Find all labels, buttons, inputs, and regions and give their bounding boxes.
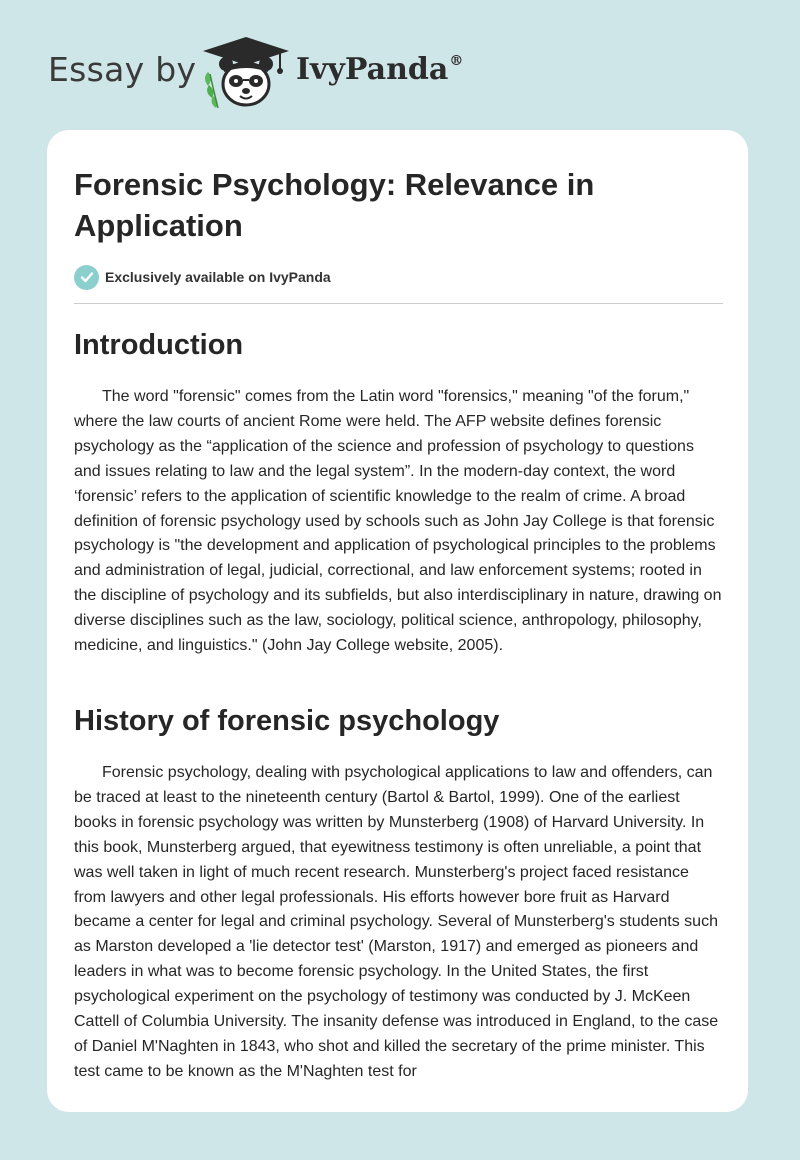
brand-name[interactable] (296, 52, 463, 87)
checkmark-icon (74, 265, 99, 290)
exclusive-badge (74, 264, 331, 290)
registered-mark: ® (449, 53, 464, 69)
site-header (0, 0, 800, 130)
ivypanda-logo-icon[interactable] (200, 34, 292, 110)
essay-card (47, 130, 748, 1112)
page-title: Forensic Psychology: Relevance in Application (74, 167, 595, 243)
divider (74, 303, 723, 304)
essay-by-label: Essay by (48, 50, 197, 89)
section-body-history: Forensic psychology, dealing with psychological applications to law and offenders, can be traced at least to the nineteenth century (Bartol & Bartol, 1999). One of the earliest books in forensic psychology was written by Munsterberg (1908) of Harvard University. In this book, Munsterberg argued, that eyewitness testimony is often unreliable, a point that was well taken in light of much recent research. Munsterberg's project faced resistance from lawyers and other legal professionals. His efforts however bore fruit as Harvard became a center for legal and criminal psychology. Several of Munsterberg's students such as Marston developed a 'lie detector test' (Marston, 1917) and emerged as pioneers and leaders in what was to become forensic psychology. In the United States, the first psychological experiment on the psychology of testimony was conducted by J. McKeen Cattell of Columbia University. The insanity defense was introduced in England, to the case of Daniel M'Naghten in 1843, who shot and killed the secretary of the prime minister. This test came to be known as the M'Naghten test for (74, 764, 719, 1080)
section-heading-history: History of forensic psychology (74, 705, 500, 737)
brand-name-text: IvyPanda (296, 52, 449, 87)
section-body-introduction: The word "forensic" comes from the Latin word "forensics," meaning "of the forum," where the law courts of ancient Rome were held. The AFP website defines forensic psychology as the “application of the science and profession of psychology to questions and issues relating to law and the legal system”. In the modern-day context, the word ‘forensic’ refers to the application of scientific knowledge to the realm of crime. A broad definition of forensic psychology used by schools such as John Jay College is that forensic psychology is "the development and application of psychological principles to the problems and administration of legal, judicial, correctional, and law enforcement systems; rooted in the discipline of psychology and its subfields, but also interdisciplinary in nature, drawing on diverse disciplines such as the law, sociology, political science, anthropology, philosophy, medicine, and linguistics." (John Jay College website, 2005). (74, 388, 722, 655)
badge-label: Exclusively available on IvyPanda (105, 269, 331, 285)
section-heading-introduction: Introduction (74, 329, 244, 361)
